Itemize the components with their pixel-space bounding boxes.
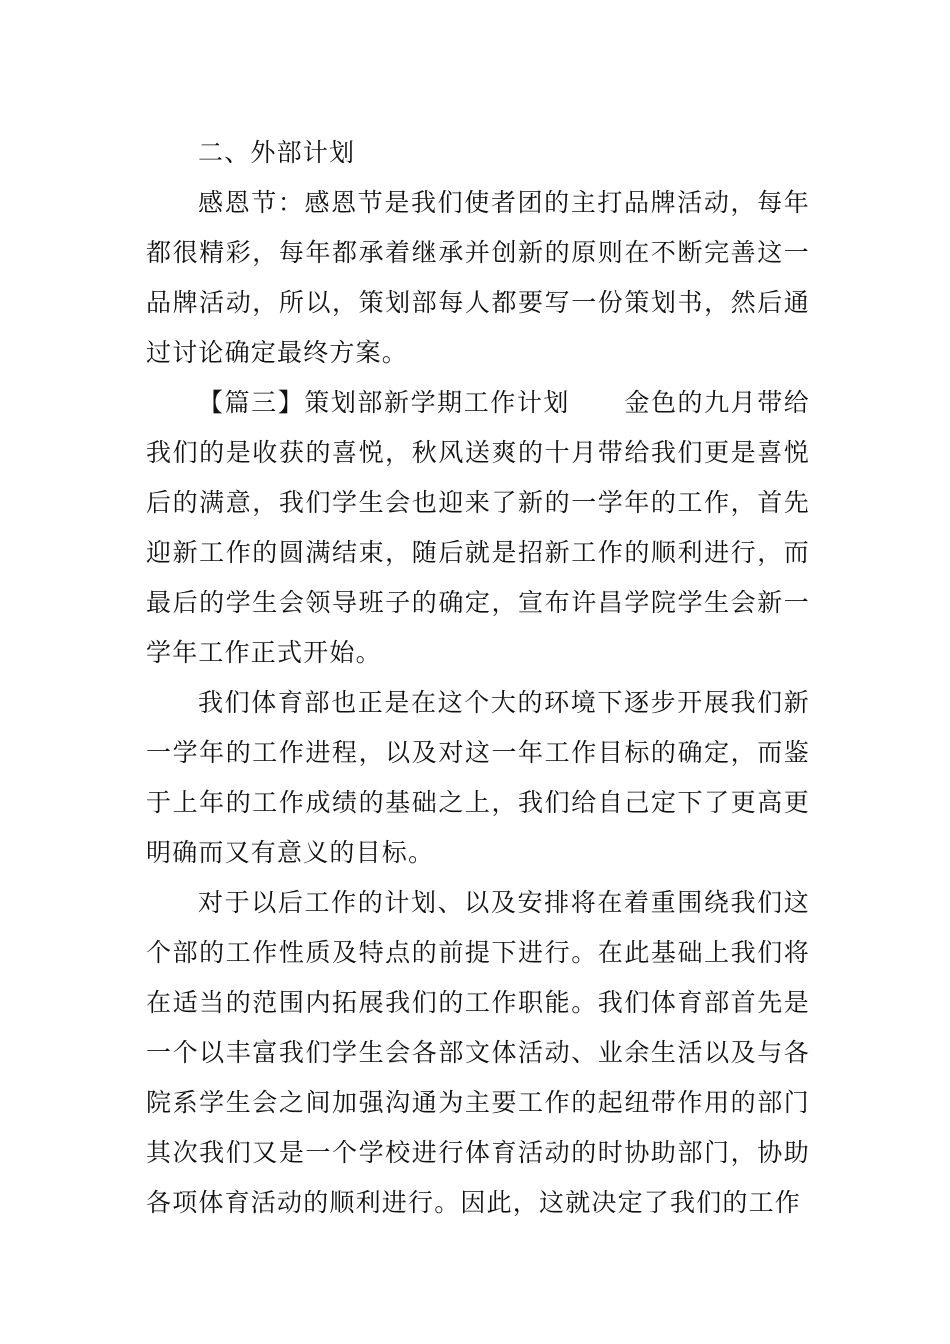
section-heading: 二、外部计划 (198, 138, 356, 167)
paragraph-sports-department: 我们体育部也正是在这个大的环境下逐步开展我们新一学年的工作进程，以及对这一年工作目标的确定，而鉴于上年的工作成绩的基础之上，我们给自己定下了更高更明确而又有意义的目标。 (146, 688, 810, 867)
paragraph-work-plan: 对于以后工作的计划、以及安排将在着重围绕我们这个部的工作性质及特点的前提下进行。在此基础上我们将在适当的范围内拓展我们的工作职能。我们体育部首先是一个以丰富我们学生会各部文体活动、业余生活以及与各院系学生会之间加强沟通为主要工作的起纽带作用的部门其次我们又是一个学校进行体育活动的时协助部门，协助各项体育活动的顺利进行。因此，这就决定了我们的工作 (146, 888, 810, 1217)
part-three-text: 金色的九月带给我们的是收获的喜悦，秋风送爽的十月带给我们更是喜悦后的满意，我们学生会也迎来了新的一学年的工作，首先迎新工作的圆满结束，随后就是招新工作的顺利进行，而最后的学生会领导班子的确定，宣布许昌学院学生会新一学年工作正式开始。 (146, 388, 810, 667)
document-body (146, 128, 810, 1228)
part-three-title: 【篇三】策划部新学期工作计划 (198, 388, 570, 417)
paragraph-part-three (146, 378, 810, 678)
paragraph-thanksgiving: 感恩节：感恩节是我们使者团的主打品牌活动，每年都很精彩，每年都承着继承并创新的原则在不断完善这一品牌活动，所以，策划部每人都要写一份策划书，然后通过讨论确定最终方案。 (146, 188, 810, 367)
